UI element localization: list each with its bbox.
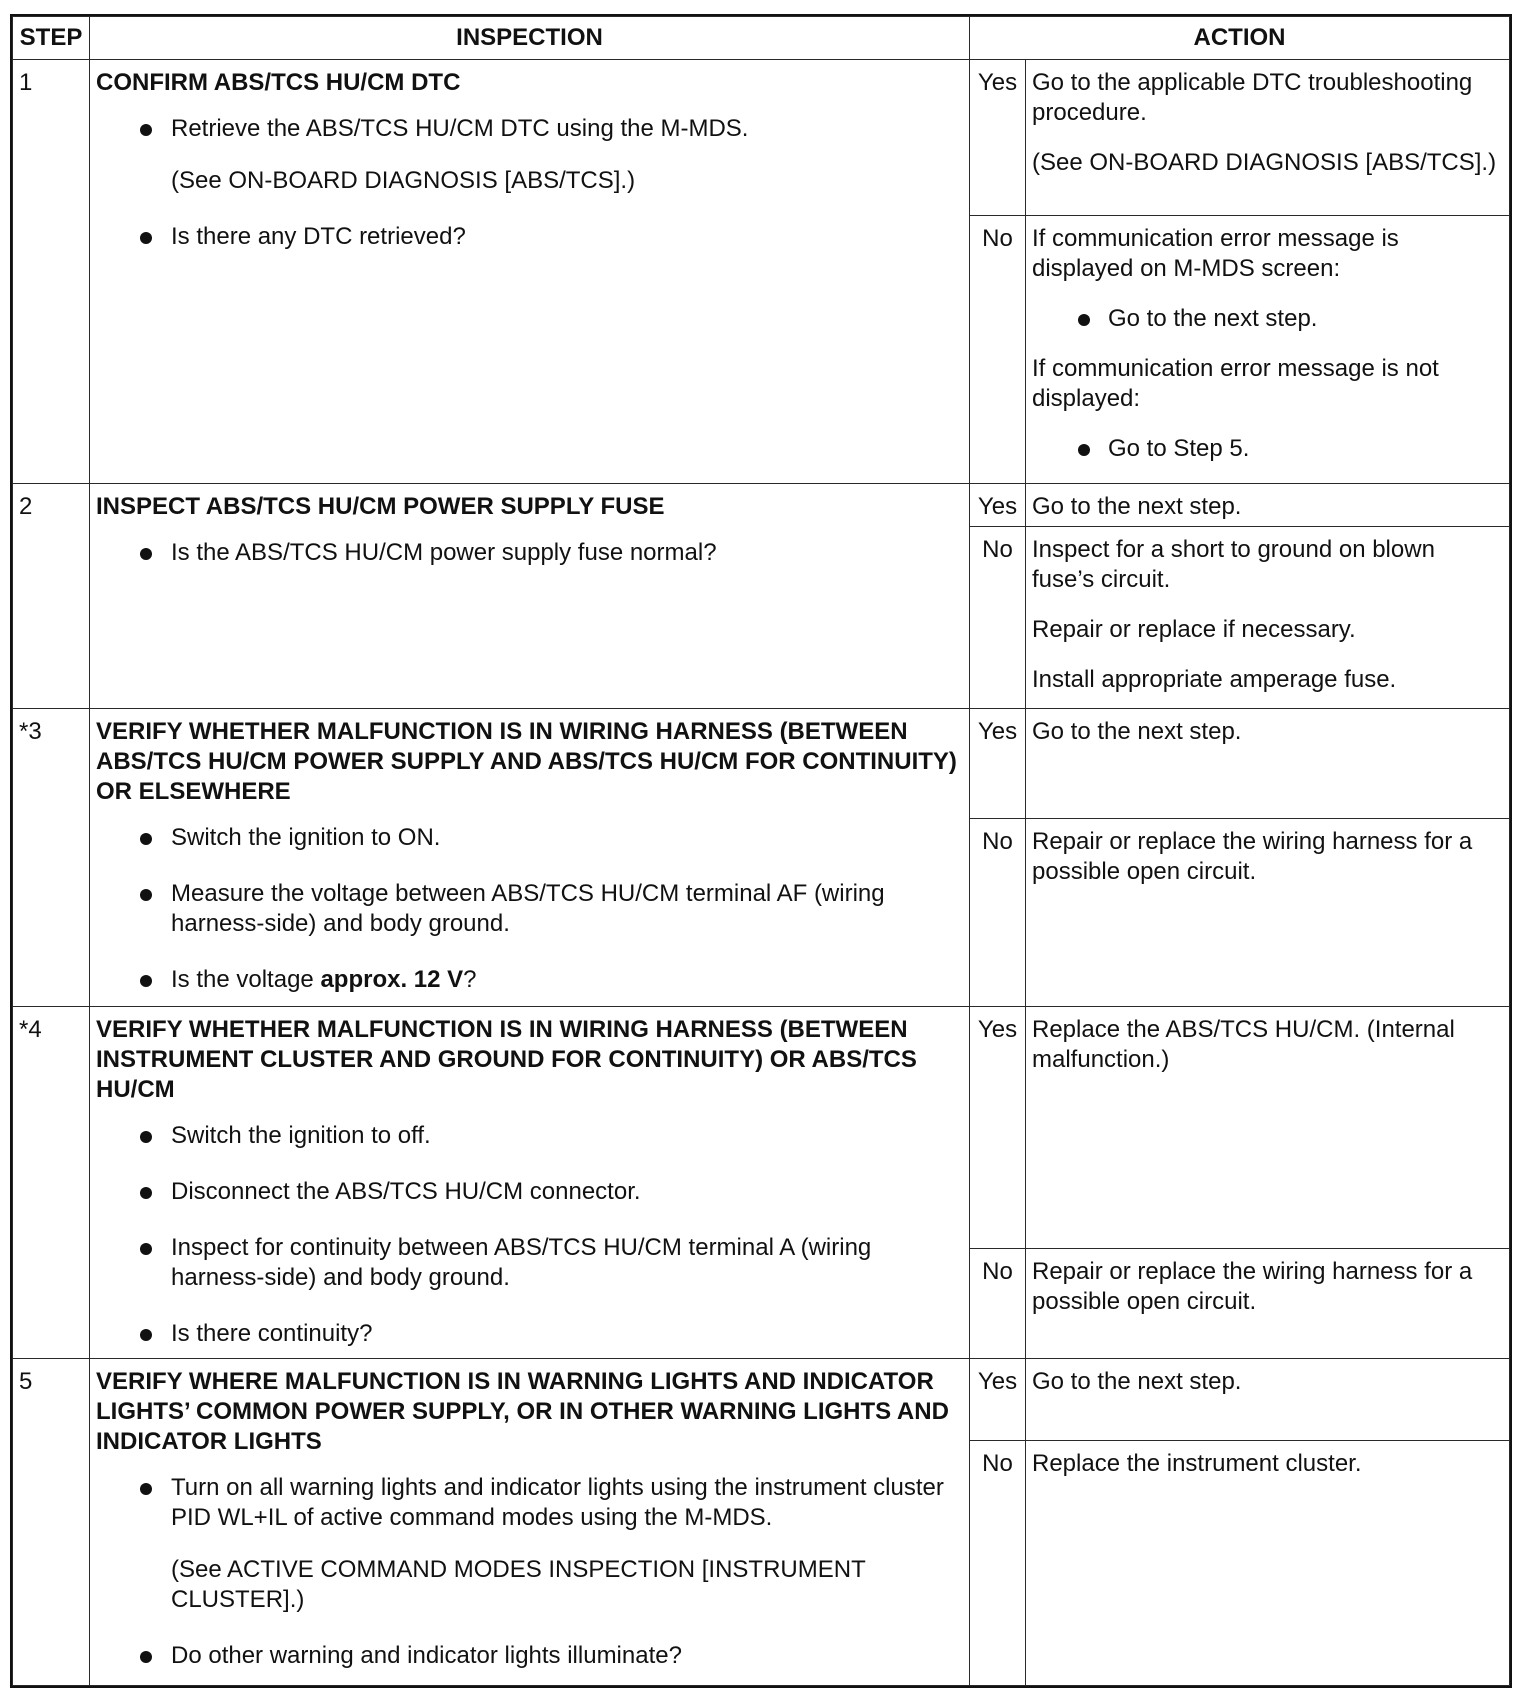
no-action bbox=[1026, 527, 1510, 709]
yes-label: Yes bbox=[970, 484, 1026, 527]
action-text: Repair or replace the wiring harness for a possible open circuit. bbox=[1032, 1258, 1473, 1315]
no-label: No bbox=[970, 216, 1026, 484]
action-text: Go to the next step. bbox=[1032, 1368, 1242, 1395]
header-action: ACTION bbox=[970, 17, 1510, 60]
action-text: If communication error message is not displayed: bbox=[1032, 355, 1439, 412]
step-1-yes-row bbox=[13, 60, 1510, 216]
step-3-yes-row bbox=[13, 709, 1510, 819]
step-title: INSPECT ABS/TCS HU/CM POWER SUPPLY FUSE bbox=[96, 493, 665, 520]
yes-action bbox=[1026, 1359, 1510, 1441]
table-header-row bbox=[13, 17, 1510, 60]
no-action bbox=[1026, 216, 1510, 484]
inspection-bullet: Switch the ignition to off. bbox=[96, 1121, 963, 1151]
action-text: Repair or replace if necessary. bbox=[1032, 616, 1356, 643]
step-inspection bbox=[90, 484, 970, 709]
step-title: CONFIRM ABS/TCS HU/CM DTC bbox=[96, 69, 461, 96]
inspection-bullet bbox=[96, 965, 963, 995]
inspection-bullet: Turn on all warning lights and indicator lights using the instrument cluster PID WL+IL of active command modes using the M-MDS. bbox=[96, 1473, 963, 1533]
yes-action bbox=[1026, 1007, 1510, 1249]
step-title: VERIFY WHETHER MALFUNCTION IS IN WIRING HARNESS (BETWEEN ABS/TCS HU/CM POWER SUPPLY AND ABS/TCS HU/CM FOR CONTINUITY) OR ELSEWHERE bbox=[96, 718, 957, 805]
no-label: No bbox=[970, 819, 1026, 1007]
step-inspection bbox=[90, 60, 970, 484]
step-inspection bbox=[90, 1007, 970, 1359]
yes-label: Yes bbox=[970, 1007, 1026, 1249]
step-inspection bbox=[90, 709, 970, 1007]
yes-action bbox=[1026, 709, 1510, 819]
action-text: Repair or replace the wiring harness for a possible open circuit. bbox=[1032, 828, 1473, 885]
step-title: VERIFY WHERE MALFUNCTION IS IN WARNING LIGHTS AND INDICATOR LIGHTS’ COMMON POWER SUPPLY, OR IN OTHER WARNING LIGHTS AND INDICATOR LIGHTS bbox=[96, 1368, 949, 1455]
action-text: Go to the applicable DTC troubleshooting procedure. bbox=[1032, 69, 1473, 126]
yes-action bbox=[1026, 484, 1510, 527]
no-label: No bbox=[970, 1249, 1026, 1359]
no-action bbox=[1026, 1249, 1510, 1359]
step-5-yes-row bbox=[13, 1359, 1510, 1441]
yes-label: Yes bbox=[970, 60, 1026, 216]
inspection-bullet: Switch the ignition to ON. bbox=[96, 823, 963, 853]
inspection-reference: (See ACTIVE COMMAND MODES INSPECTION [INSTRUMENT CLUSTER].) bbox=[171, 1556, 866, 1613]
step-number: *4 bbox=[13, 1007, 90, 1359]
action-text: If communication error message is displayed on M-MDS screen: bbox=[1032, 225, 1399, 282]
action-text: Inspect for a short to ground on blown fuse’s circuit. bbox=[1032, 536, 1435, 593]
header-step: STEP bbox=[13, 17, 90, 60]
action-bullet: Go to Step 5. bbox=[1032, 434, 1503, 464]
step-inspection bbox=[90, 1359, 970, 1686]
action-bullet: Go to the next step. bbox=[1032, 304, 1503, 334]
yes-label: Yes bbox=[970, 709, 1026, 819]
inspection-bullet: Is the ABS/TCS HU/CM power supply fuse normal? bbox=[96, 538, 963, 568]
inspection-bullet: Measure the voltage between ABS/TCS HU/CM terminal AF (wiring harness-side) and body ground. bbox=[96, 879, 963, 939]
inspection-reference: (See ON-BOARD DIAGNOSIS [ABS/TCS].) bbox=[171, 167, 636, 194]
yes-action bbox=[1026, 60, 1510, 216]
inspection-bullet: Disconnect the ABS/TCS HU/CM connector. bbox=[96, 1177, 963, 1207]
step-4-yes-row bbox=[13, 1007, 1510, 1249]
bullet-text: ? bbox=[463, 966, 477, 993]
header-inspection: INSPECTION bbox=[90, 17, 970, 60]
diagnostic-table bbox=[12, 16, 1510, 1686]
inspection-bullet: Do other warning and indicator lights illuminate? bbox=[96, 1641, 963, 1671]
bullet-text: Is the voltage bbox=[171, 966, 321, 993]
inspection-bullet: Retrieve the ABS/TCS HU/CM DTC using the M-MDS. bbox=[96, 114, 963, 144]
inspection-bullet: Inspect for continuity between ABS/TCS HU/CM terminal A (wiring harness-side) and body ground. bbox=[96, 1233, 963, 1293]
action-text: Go to the next step. bbox=[1032, 493, 1242, 520]
step-title: VERIFY WHETHER MALFUNCTION IS IN WIRING HARNESS (BETWEEN INSTRUMENT CLUSTER AND GROUND FOR CONTINUITY) OR ABS/TCS HU/CM bbox=[96, 1016, 917, 1103]
voltage-spec: approx. 12 V bbox=[320, 966, 464, 993]
action-text: Replace the ABS/TCS HU/CM. (Internal malfunction.) bbox=[1032, 1016, 1455, 1073]
action-text: Install appropriate amperage fuse. bbox=[1032, 666, 1397, 693]
action-text: Go to the next step. bbox=[1032, 718, 1242, 745]
action-text: Replace the instrument cluster. bbox=[1032, 1450, 1362, 1477]
no-label: No bbox=[970, 1441, 1026, 1686]
inspection-bullet: Is there any DTC retrieved? bbox=[96, 222, 963, 252]
step-number: 5 bbox=[13, 1359, 90, 1686]
no-action bbox=[1026, 819, 1510, 1007]
step-2-yes-row bbox=[13, 484, 1510, 527]
inspection-bullet: Is there continuity? bbox=[96, 1319, 963, 1349]
step-number: 1 bbox=[13, 60, 90, 484]
step-number: 2 bbox=[13, 484, 90, 709]
no-label: No bbox=[970, 527, 1026, 709]
no-action bbox=[1026, 1441, 1510, 1686]
yes-label: Yes bbox=[970, 1359, 1026, 1441]
action-reference: (See ON-BOARD DIAGNOSIS [ABS/TCS].) bbox=[1032, 149, 1497, 176]
step-number: *3 bbox=[13, 709, 90, 1007]
